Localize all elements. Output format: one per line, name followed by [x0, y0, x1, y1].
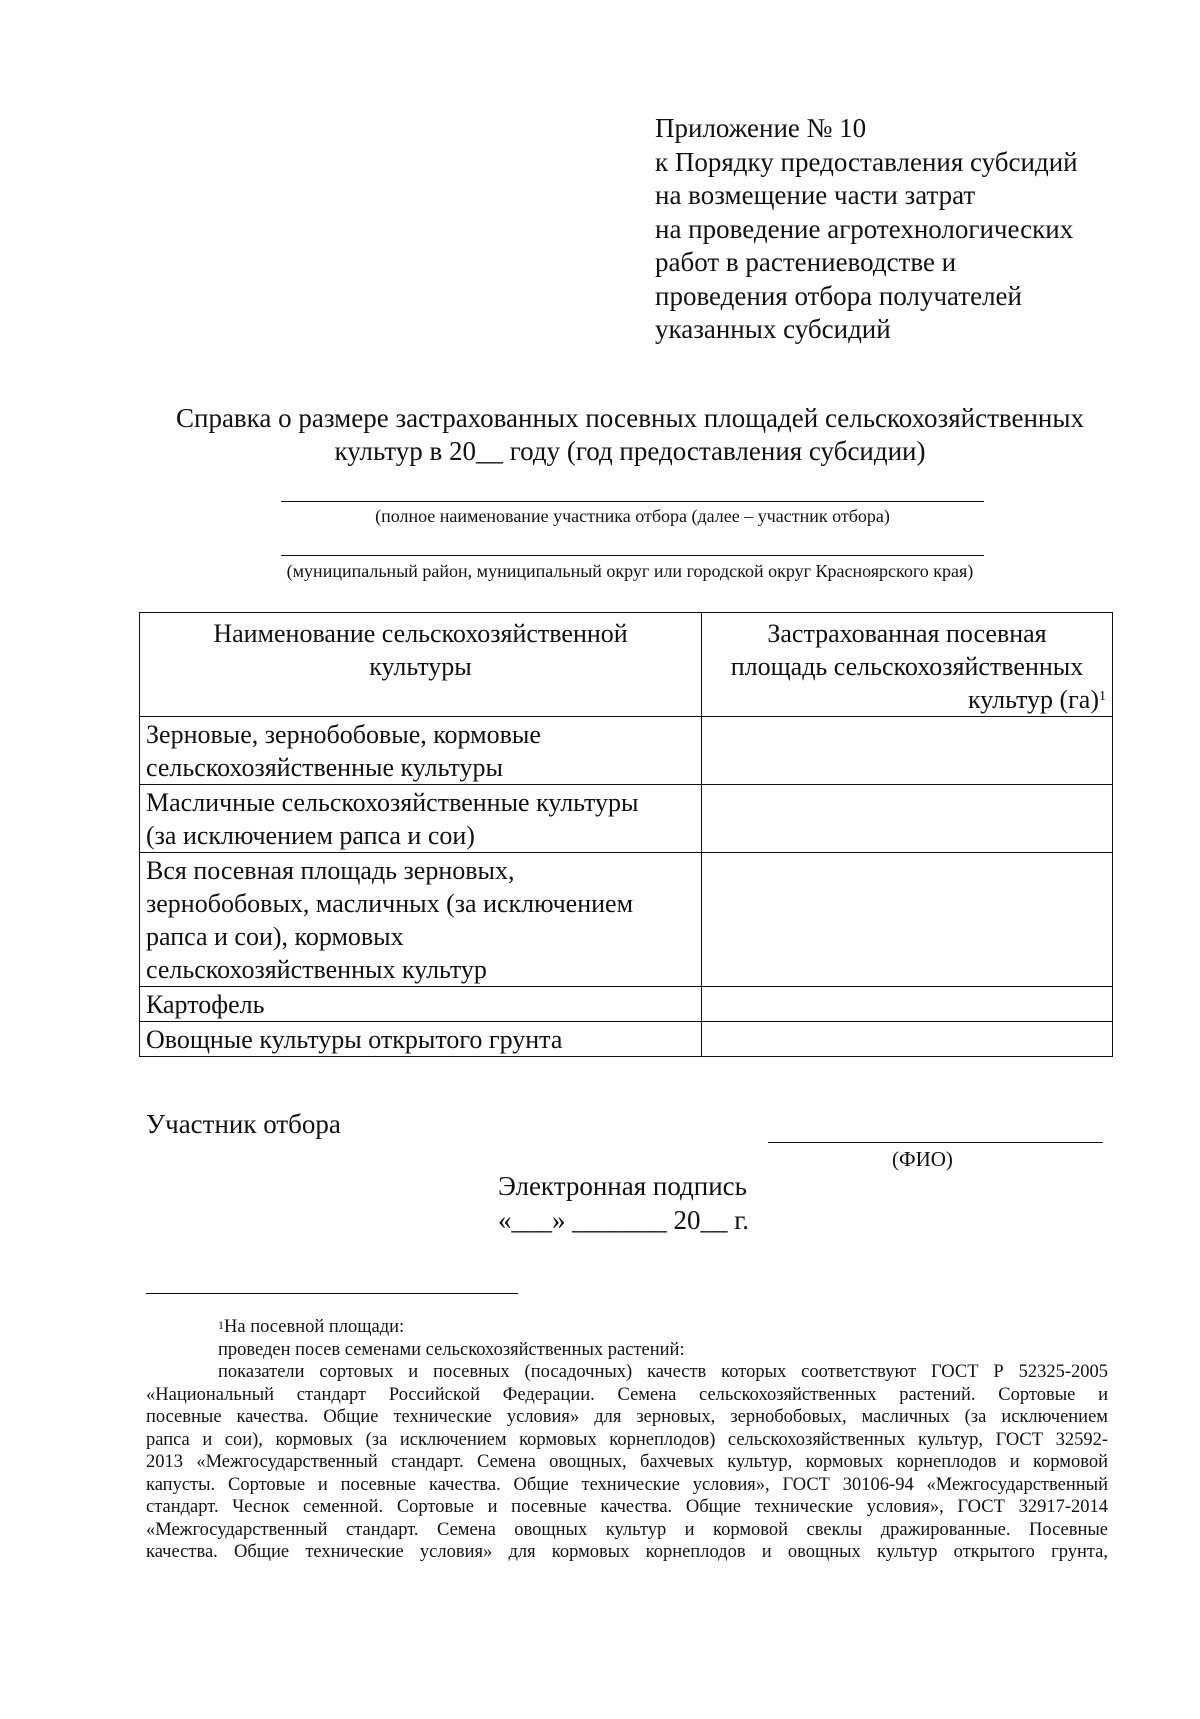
footnote-marker: 1	[1099, 689, 1106, 704]
header-crop-name-line: Наименование сельскохозяйственной	[213, 619, 628, 648]
footnote-separator	[146, 1293, 518, 1294]
crop-name-line: Зерновые, зернобобовые, кормовые	[146, 720, 541, 749]
table-row	[140, 987, 1113, 1022]
footnote-line: стандарт. Чеснок семенной. Сортовые и посевные качества. Общие технические условия», ГОСТ 32917-2014	[146, 1497, 1108, 1517]
crop-name-line: рапса и сои), кормовых	[146, 922, 404, 951]
appendix-header	[655, 112, 1125, 347]
table-row	[140, 1022, 1113, 1057]
document-title	[130, 402, 1130, 468]
title-line-2: культур в 20__ году (год предоставления субсидии)	[334, 436, 926, 466]
header-crop-name	[140, 613, 702, 717]
header-insured-area	[702, 613, 1113, 717]
header-area-line: Застрахованная посевная	[767, 619, 1047, 648]
header-crop-name-line: культуры	[369, 652, 472, 681]
district-caption: (муниципальный район, муниципальный округ или городской округ Красноярского края)	[286, 561, 974, 581]
fio-caption: (ФИО)	[892, 1147, 953, 1171]
appendix-line: проведения отбора получателей	[655, 280, 1022, 311]
table-row	[140, 853, 1113, 987]
appendix-line: к Порядку предоставления субсидий	[655, 146, 1078, 177]
appendix-line: Приложение № 10	[655, 113, 867, 143]
header-area-line-3	[708, 683, 1106, 716]
crop-name-line: зернобобовых, масличных (за исключением	[146, 889, 634, 918]
area-input-cell[interactable]	[702, 987, 1113, 1022]
footnote-line: показатели сортовых и посевных (посадочных) качеств которых соответствуют ГОСТ Р 52325-2005	[218, 1362, 1108, 1382]
table-row	[140, 785, 1113, 853]
header-area-unit: культур (га)	[967, 685, 1099, 714]
area-input-cell[interactable]	[702, 853, 1113, 987]
appendix-line: на возмещение части затрат	[655, 180, 976, 210]
crops-table	[139, 612, 1113, 1057]
appendix-line: указанных субсидий	[655, 314, 891, 344]
crop-name-line: Овощные культуры открытого грунта	[146, 1025, 563, 1054]
crop-name-cell	[140, 1022, 702, 1057]
crop-name-line: сельскохозяйственные культуры	[146, 753, 503, 782]
footnote-line: посевные качества. Общие технические условия» для зерновых, зернобобовых, масличных (за исключением	[146, 1407, 1108, 1427]
footnote-line-text: На посевной площади:	[224, 1317, 405, 1337]
title-line-1: Справка о размере застрахованных посевных площадей сельскохозяйственных	[175, 403, 1084, 433]
crop-name-line: сельскохозяйственных культур	[146, 955, 487, 984]
participant-name-field[interactable]	[281, 501, 984, 502]
footnote-marker: 1	[218, 1318, 224, 1332]
crop-name-cell	[140, 785, 702, 853]
district-field[interactable]	[281, 555, 984, 556]
participant-label: Участник отбора	[146, 1109, 341, 1139]
appendix-line: работ в растениеводстве и	[655, 247, 957, 277]
area-input-cell[interactable]	[702, 785, 1113, 853]
crop-name-line: (за исключением рапса и сои)	[146, 821, 475, 850]
signature-date: «___» _______ 20__ г.	[498, 1205, 750, 1235]
footnote	[146, 1316, 1108, 1564]
electronic-signature-label: Электронная подпись	[498, 1171, 747, 1201]
participant-name-caption: (полное наименование участника отбора (далее – участник отбора)	[375, 506, 890, 526]
header-area-line: площадь сельскохозяйственных	[730, 652, 1084, 681]
footnote-line	[146, 1316, 1108, 1339]
table-header-row	[140, 613, 1113, 717]
crop-name-line: Картофель	[146, 990, 265, 1019]
crop-name-line: Вся посевная площадь зерновых,	[146, 856, 515, 885]
crop-name-cell	[140, 987, 702, 1022]
fio-signature-field[interactable]	[768, 1142, 1103, 1143]
footnote-line: «Межгосударственный стандарт. Семена овощных культур и кормовой свеклы дражированные. Посевные	[146, 1519, 1108, 1540]
footnote-line: рапса и сои), кормовых (за исключением кормовых корнеплодов) сельскохозяйственных культур, ГОСТ 32592-	[146, 1429, 1108, 1450]
appendix-line: на проведение агротехнологических	[655, 213, 1074, 244]
footnote-line: капусты. Сортовые и посевные качества. Общие технические условия», ГОСТ 30106-94 «Межгосударственный	[146, 1474, 1108, 1495]
area-input-cell[interactable]	[702, 717, 1113, 785]
footnote-line: 2013 «Межгосударственный стандарт. Семена овощных, бахчевых культур, кормовых корнеплодов и кормовой	[146, 1452, 1108, 1472]
table-row	[140, 717, 1113, 785]
footnote-line: проведен посев семенами сельскохозяйственных растений:	[218, 1339, 685, 1360]
footnote-line: «Национальный стандарт Российской Федерации. Семена сельскохозяйственных растений. Сортовые и	[146, 1384, 1108, 1405]
area-input-cell[interactable]	[702, 1022, 1113, 1057]
crop-name-line: Масличные сельскохозяйственные культуры	[146, 788, 639, 817]
footnote-line: качества. Общие технические условия» для кормовых корнеплодов и овощных культур открытого грунта,	[146, 1542, 1108, 1562]
crop-name-cell	[140, 853, 702, 987]
crop-name-cell	[140, 717, 702, 785]
